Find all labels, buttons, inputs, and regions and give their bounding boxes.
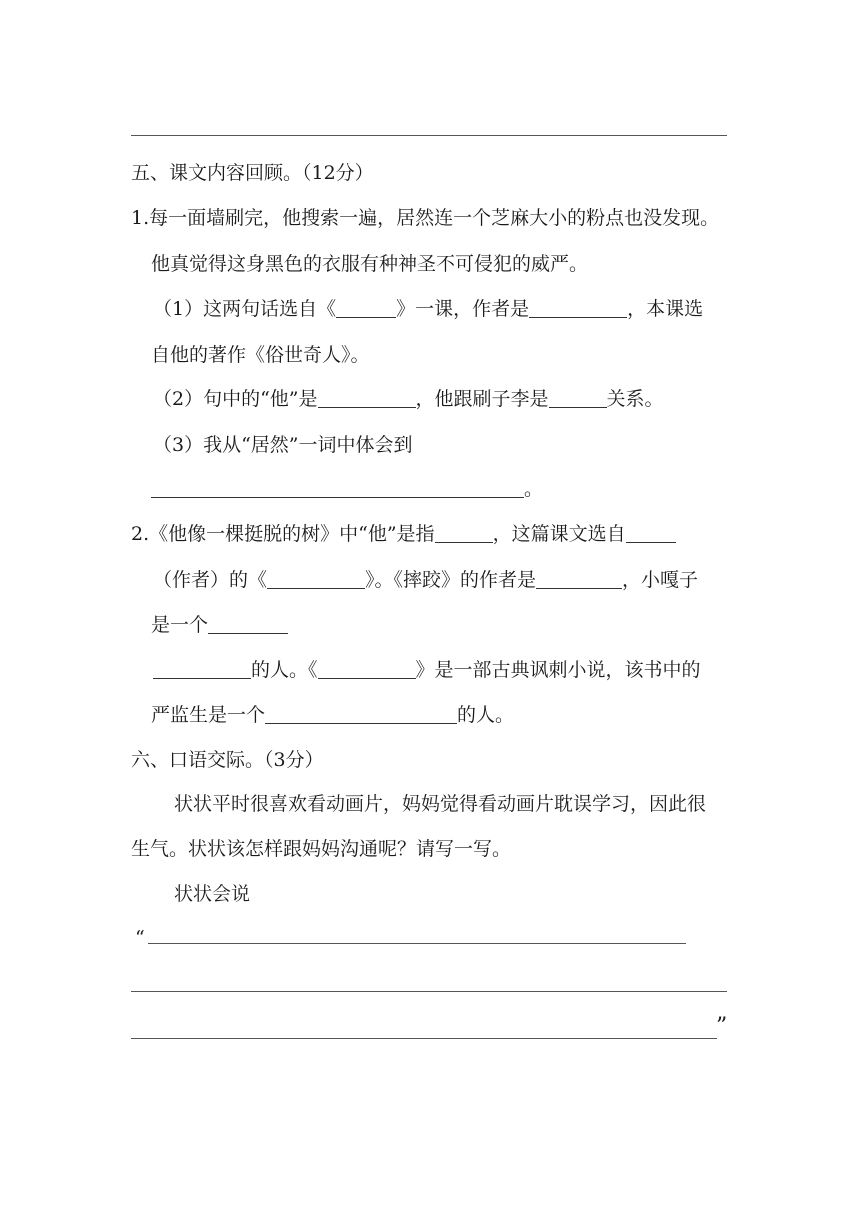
top-divider (131, 135, 727, 136)
blank-yanjiansheng-traits[interactable] (265, 703, 457, 724)
q1-sub3-answer-line: 。 (151, 476, 543, 502)
blank-relationship[interactable] (549, 387, 607, 408)
q2-line2: （作者）的《 》。《摔跤》的作者是 ，小嘎子 (153, 569, 699, 591)
blank-source-book[interactable] (267, 568, 365, 589)
q2-line5: 严监生是一个 的人。 (151, 704, 515, 726)
blank-satire-novel[interactable] (318, 658, 416, 679)
q2-line1: 2.《他像一棵挺脱的树》中“他”是指 ，这篇课文选自 (131, 521, 676, 547)
blank-who-is-he[interactable] (318, 387, 416, 408)
blank-source-author[interactable] (626, 522, 676, 543)
q1-sub1-line1: （1）这两句话选自《 》一课，作者是 ，本课选 (153, 298, 704, 320)
section-5-title: 五、课文内容回顾。（12分） (131, 162, 374, 184)
section-6-prompt-line1: 状状平时很喜欢看动画片，妈妈觉得看动画片耽误学习，因此很 (174, 793, 707, 815)
blank-jurán-meaning[interactable] (151, 477, 524, 498)
answer-line-1[interactable] (148, 943, 686, 944)
q1-sub3: （3）我从“居然”一词中体会到 (153, 434, 413, 456)
q1-passage-line1: 1.每一面墙刷完，他搜索一遍，居然连一个芝麻大小的粉点也没发现。 (131, 207, 720, 229)
close-quote: ” (716, 1014, 728, 1039)
answer-line-2[interactable] (131, 991, 727, 992)
section-6-prompt-line2: 生气。状状该怎样跟妈妈沟通呢？请写一写。 (131, 838, 512, 860)
q2-line4: 的人。《 》是一部古典讽刺小说，该书中的 (153, 657, 701, 683)
open-quote: “ (135, 927, 145, 949)
blank-xiaogazi-traits-a[interactable] (208, 613, 288, 634)
section-6-answer-label: 状状会说 (174, 883, 251, 905)
blank-author[interactable] (529, 297, 627, 318)
blank-wrestling-author[interactable] (536, 568, 622, 589)
blank-xiaogazi-traits-b[interactable] (153, 658, 251, 679)
q1-passage-line2: 他真觉得这身黑色的衣服有种神圣不可侵犯的威严。 (151, 253, 589, 275)
blank-he-refers-to[interactable] (435, 522, 493, 543)
section-6-title: 六、口语交际。（3分） (131, 749, 324, 771)
q2-line3: 是一个 (151, 612, 288, 638)
answer-line-3[interactable] (131, 1038, 717, 1039)
q1-sub1-line2: 自他的著作《俗世奇人》。 (151, 344, 370, 366)
q1-sub2: （2）句中的“他”是 ，他跟刷子李是 关系。 (153, 388, 664, 410)
blank-lesson-title[interactable] (336, 297, 396, 318)
